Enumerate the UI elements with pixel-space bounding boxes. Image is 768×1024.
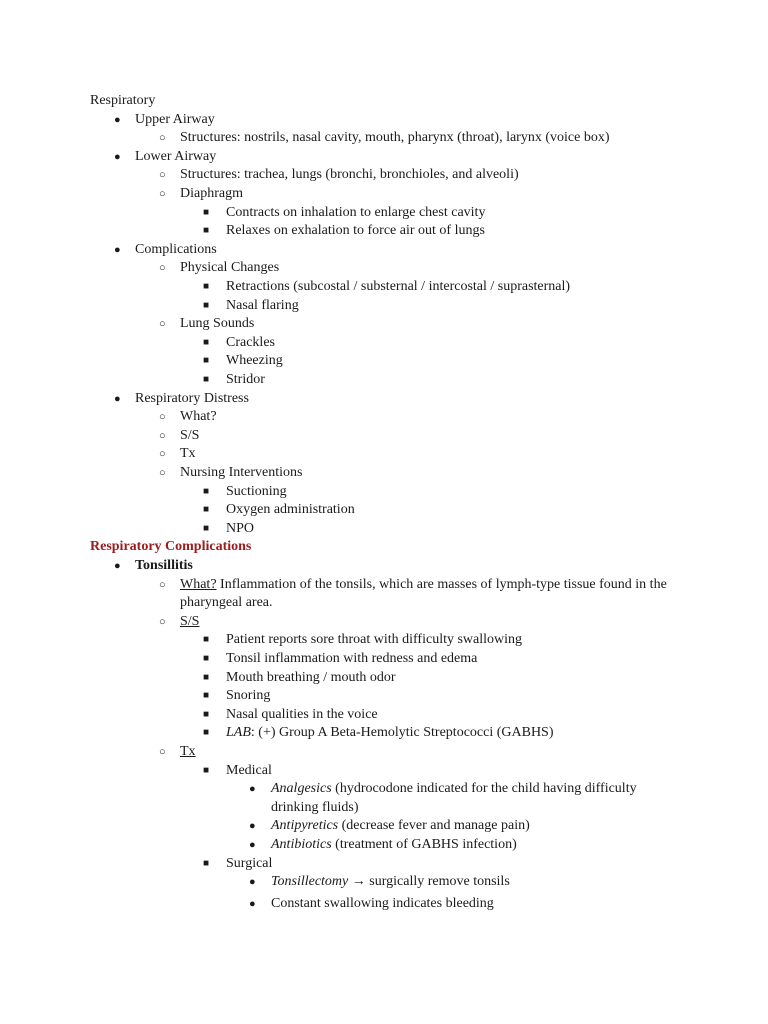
outline-text: Respiratory Complications (90, 539, 252, 555)
outline-text: Stridor (226, 372, 265, 387)
outline-text: Constant swallowing indicates bleeding (271, 895, 494, 911)
bullet-icon: ■ (203, 206, 210, 218)
bullet-icon: ● (249, 897, 256, 910)
outline-line (0, 222, 768, 241)
outline-text: Patient reports sore throat with difficulty swallowing (226, 632, 523, 648)
outline-text: Surgical (226, 855, 273, 871)
outline-line (0, 204, 768, 223)
bullet-icon: ○ (159, 169, 166, 182)
outline-line (0, 297, 768, 316)
outline-text (180, 576, 667, 595)
outline-line (0, 743, 768, 762)
bullet-icon: ■ (203, 485, 210, 497)
outline-text (271, 836, 517, 855)
outline-line (0, 594, 768, 613)
outline-line (0, 576, 768, 595)
outline-text: S/S (180, 427, 200, 443)
outline-line (0, 817, 768, 836)
bullet-icon: ■ (203, 504, 210, 516)
bullet-icon: ○ (159, 615, 166, 628)
outline-line (0, 241, 768, 260)
bullet-icon: ■ (203, 522, 210, 534)
bullet-icon: ● (114, 113, 121, 126)
outline-line (0, 669, 768, 688)
bullet-icon: ■ (203, 336, 210, 348)
outline-text: Retractions (subcostal / substernal / intercostal / suprasternal) (226, 279, 571, 294)
outline-text: Tx (180, 744, 196, 759)
outline-text: Tonsillitis (135, 558, 193, 573)
outline-line (0, 371, 768, 390)
outline-text: Respiratory Distress (135, 390, 249, 406)
outline-line (0, 483, 768, 502)
outline-line (0, 762, 768, 781)
outline-line (0, 855, 768, 874)
outline-text (226, 724, 554, 743)
outline-line (0, 259, 768, 278)
outline-line (0, 687, 768, 706)
outline-line (0, 148, 768, 167)
outline-text: What? (180, 409, 217, 425)
outline-line (0, 557, 768, 576)
outline-text: Lower Airway (135, 148, 217, 164)
bullet-icon: ■ (203, 355, 210, 367)
outline-text-rest: (treatment of GABHS infection) (331, 837, 517, 852)
bullet-icon: ● (114, 150, 121, 163)
outline-line (0, 129, 768, 148)
outline-text-emphasis: LAB (226, 725, 251, 741)
outline-text: Nasal flaring (226, 297, 299, 313)
outline-text (271, 817, 530, 836)
bullet-icon: ■ (203, 764, 210, 776)
outline-line (0, 427, 768, 446)
outline-line (0, 873, 768, 892)
outline-text-rest: → surgically remove tonsils (348, 874, 510, 890)
outline-line (0, 185, 768, 204)
outline-text: NPO (226, 520, 255, 536)
outline-text-emphasis: What? (180, 576, 217, 592)
outline-line (0, 166, 768, 185)
bullet-icon: ■ (203, 671, 210, 683)
outline-line (0, 445, 768, 464)
outline-text: Nursing Interventions (180, 465, 303, 480)
bullet-icon: ● (249, 783, 256, 796)
outline-line (0, 706, 768, 725)
outline-line (0, 334, 768, 353)
bullet-icon: ■ (203, 374, 210, 385)
outline-text: Snoring (226, 688, 271, 704)
outline-text: Complications (135, 241, 217, 257)
outline-text: Diaphragm (180, 186, 243, 201)
outline-line (0, 111, 768, 130)
outline-line (0, 799, 768, 818)
bullet-icon: ○ (159, 578, 166, 591)
outline-text: Relaxes on exhalation to force air out of lungs (226, 223, 485, 239)
bullet-icon: ■ (203, 281, 210, 292)
outline-text (271, 873, 510, 892)
outline-line (0, 520, 768, 539)
bullet-icon: ○ (159, 132, 166, 145)
outline-text: pharyngeal area. (180, 595, 273, 611)
outline-line (0, 724, 768, 743)
bullet-icon: ○ (159, 188, 166, 200)
outline-text: Suctioning (226, 483, 287, 499)
bullet-icon: ○ (159, 262, 166, 275)
outline-text-emphasis: Antipyretics (271, 818, 339, 834)
outline-text: Tonsil inflammation with redness and edema (226, 651, 478, 666)
bullet-icon: ■ (203, 690, 210, 702)
outline-text: Physical Changes (180, 260, 280, 276)
bullet-icon: ○ (159, 318, 166, 331)
outline-line (0, 390, 768, 409)
outline-line (0, 501, 768, 520)
outline-text: Mouth breathing / mouth odor (226, 669, 396, 685)
outline-line (0, 464, 768, 483)
outline-line (0, 408, 768, 427)
outline-text (271, 780, 637, 799)
bullet-icon: ○ (159, 448, 166, 461)
outline-text: S/S (180, 613, 200, 629)
outline-line (0, 315, 768, 334)
outline-text: Oxygen administration (226, 502, 355, 518)
bullet-icon: ■ (203, 708, 210, 720)
bullet-icon: ● (249, 839, 256, 851)
outline-text-rest: : (+) Group A Beta-Hemolytic Streptococci (GABHS) (250, 725, 554, 741)
outline-text: Respiratory (90, 93, 156, 108)
bullet-icon: ■ (203, 653, 210, 664)
outline-text: Structures: trachea, lungs (bronchi, bronchioles, and alveoli) (180, 167, 519, 183)
bullet-icon: ■ (203, 299, 210, 311)
bullet-icon: ● (114, 392, 121, 405)
outline-line (0, 780, 768, 799)
bullet-icon: ■ (203, 225, 210, 237)
bullet-icon: ○ (159, 746, 166, 758)
outline-text: drinking fluids) (271, 799, 359, 815)
outline-line (0, 613, 768, 632)
bullet-icon: ■ (203, 857, 210, 869)
outline-text-rest: (hydrocodone indicated for the child having difficulty (331, 781, 637, 797)
outline-text: Contracts on inhalation to enlarge chest cavity (226, 204, 486, 220)
outline-text: Upper Airway (135, 111, 215, 127)
bullet-icon: ● (114, 243, 121, 256)
bullet-icon: ■ (203, 727, 210, 739)
bullet-icon: ● (249, 876, 256, 889)
outline-line (0, 92, 768, 111)
outline-text: Crackles (226, 334, 275, 350)
bullet-icon: ○ (159, 467, 166, 479)
outline-line (0, 278, 768, 297)
outline-text-emphasis: Analgesics (271, 781, 332, 797)
outline-line (0, 352, 768, 371)
bullet-icon: ○ (159, 411, 166, 424)
outline-text-rest: (decrease fever and manage pain) (338, 818, 530, 834)
outline-text: Lung Sounds (180, 316, 255, 332)
bullet-icon: ○ (159, 429, 166, 442)
outline-text: Structures: nostrils, nasal cavity, mouth, pharynx (throat), larynx (voice box) (180, 130, 610, 146)
outline-line (0, 631, 768, 650)
bullet-icon: ■ (203, 634, 210, 646)
outline-text-rest: Inflammation of the tonsils, which are masses of lymph-type tissue found in the (216, 576, 667, 592)
outline-text: Nasal qualities in the voice (226, 706, 378, 722)
bullet-icon: ● (114, 560, 121, 572)
outline-line (0, 836, 768, 855)
outline-text: Medical (226, 762, 272, 778)
outline-line (0, 895, 768, 914)
outline-text: Wheezing (226, 353, 283, 369)
outline-text-emphasis: Tonsillectomy (271, 874, 349, 890)
outline-line (0, 538, 768, 557)
outline-line (0, 650, 768, 669)
outline-text: Tx (180, 446, 196, 462)
bullet-icon: ● (249, 820, 256, 833)
outline-text-emphasis: Antibiotics (271, 837, 332, 852)
